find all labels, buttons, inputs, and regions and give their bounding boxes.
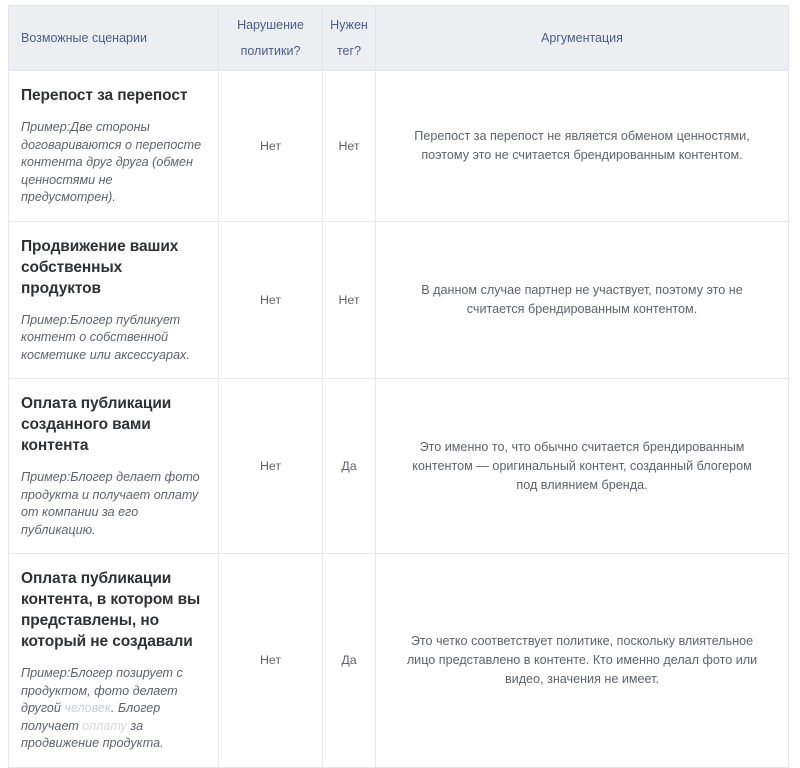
cell-reason: Перепост за перепост не является обменом ценностями, поэтому это не считается брендированным контентом.	[376, 71, 789, 222]
cell-tag: Да	[323, 379, 376, 554]
cell-tag: Нет	[323, 71, 376, 222]
table-row	[9, 221, 789, 379]
scenario-example	[21, 119, 204, 207]
scenario-title: Продвижение ваших собственных продуктов	[21, 237, 179, 297]
scenario-example-label: Пример:	[21, 312, 71, 327]
scenario-example	[21, 469, 204, 539]
column-header-violation-line2: политики?	[240, 44, 301, 58]
column-header-violation	[219, 6, 323, 71]
scenario-example-text: Две стороны договариваются о перепосте контента друг друга (обмен ценностями не предусмотрен).	[21, 120, 202, 204]
column-header-scenario-label: Возможные сценарии	[21, 31, 147, 45]
scenario-example-label: Пример:	[21, 666, 71, 680]
cell-scenario	[9, 221, 219, 379]
cell-scenario	[9, 554, 219, 768]
scenario-example-text: Блогер делает фото продукта и получает оплату от компании за его публикацию.	[21, 470, 200, 537]
scenario-example-text-part3: за продвижение продукта.	[21, 718, 164, 750]
column-header-tag-line1: Нужен	[330, 18, 368, 32]
scenario-title: Оплата публикации контента, в котором вы представлены, но который не создавали	[21, 570, 201, 650]
cell-tag: Да	[323, 554, 376, 768]
column-header-tag	[323, 6, 376, 71]
column-header-reason	[376, 6, 789, 71]
scenario-example	[21, 312, 204, 365]
column-header-violation-line1: Нарушение	[237, 18, 304, 32]
scenario-example	[21, 665, 204, 753]
cell-violation: Нет	[219, 379, 323, 554]
column-header-scenario	[9, 6, 219, 71]
cell-scenario	[9, 71, 219, 222]
cell-reason: Это четко соответствует политике, поскольку влиятельное лицо представлено в контенте. Кто именно делал фото или видео, значения не имеет.	[376, 554, 789, 768]
cell-violation: Нет	[219, 71, 323, 222]
branded-content-scenarios-table	[8, 5, 789, 768]
scenario-example-text-part2: . Блогер получает	[21, 701, 161, 733]
scenario-title: Оплата публикации созданного вами контента	[21, 395, 172, 454]
scenarios-table-container	[8, 5, 788, 768]
scenario-example-text-obscured-2: оплату	[82, 718, 127, 733]
table-body	[9, 71, 789, 768]
cell-scenario	[9, 379, 219, 554]
scenario-title: Перепост за перепост	[21, 87, 188, 104]
cell-violation: Нет	[219, 221, 323, 379]
scenario-example-text: Блогер публикует контент о собственной косметике или аксессуарах.	[21, 312, 190, 362]
cell-reason: Это именно то, что обычно считается брендированным контентом — оригинальный контент, созданный блогером под влиянием бренда.	[376, 379, 789, 554]
scenario-example-label: Пример:	[21, 120, 71, 134]
column-header-tag-line2: тег?	[336, 44, 362, 58]
cell-violation: Нет	[219, 554, 323, 768]
table-row	[9, 71, 789, 222]
table-header	[9, 6, 789, 71]
header-row	[9, 6, 789, 71]
scenario-example-text-part1: Блогер позирует с продуктом, фото делает другой	[21, 666, 183, 715]
scenario-example-text-obscured-1: человек	[64, 701, 111, 715]
cell-tag: Нет	[323, 221, 376, 379]
table-row	[9, 379, 789, 554]
scenario-example-label: Пример:	[21, 470, 71, 484]
table-row	[9, 554, 789, 768]
cell-reason: В данном случае партнер не участвует, поэтому это не считается брендированным контентом.	[376, 221, 789, 379]
column-header-reason-label: Аргументация	[541, 31, 623, 45]
